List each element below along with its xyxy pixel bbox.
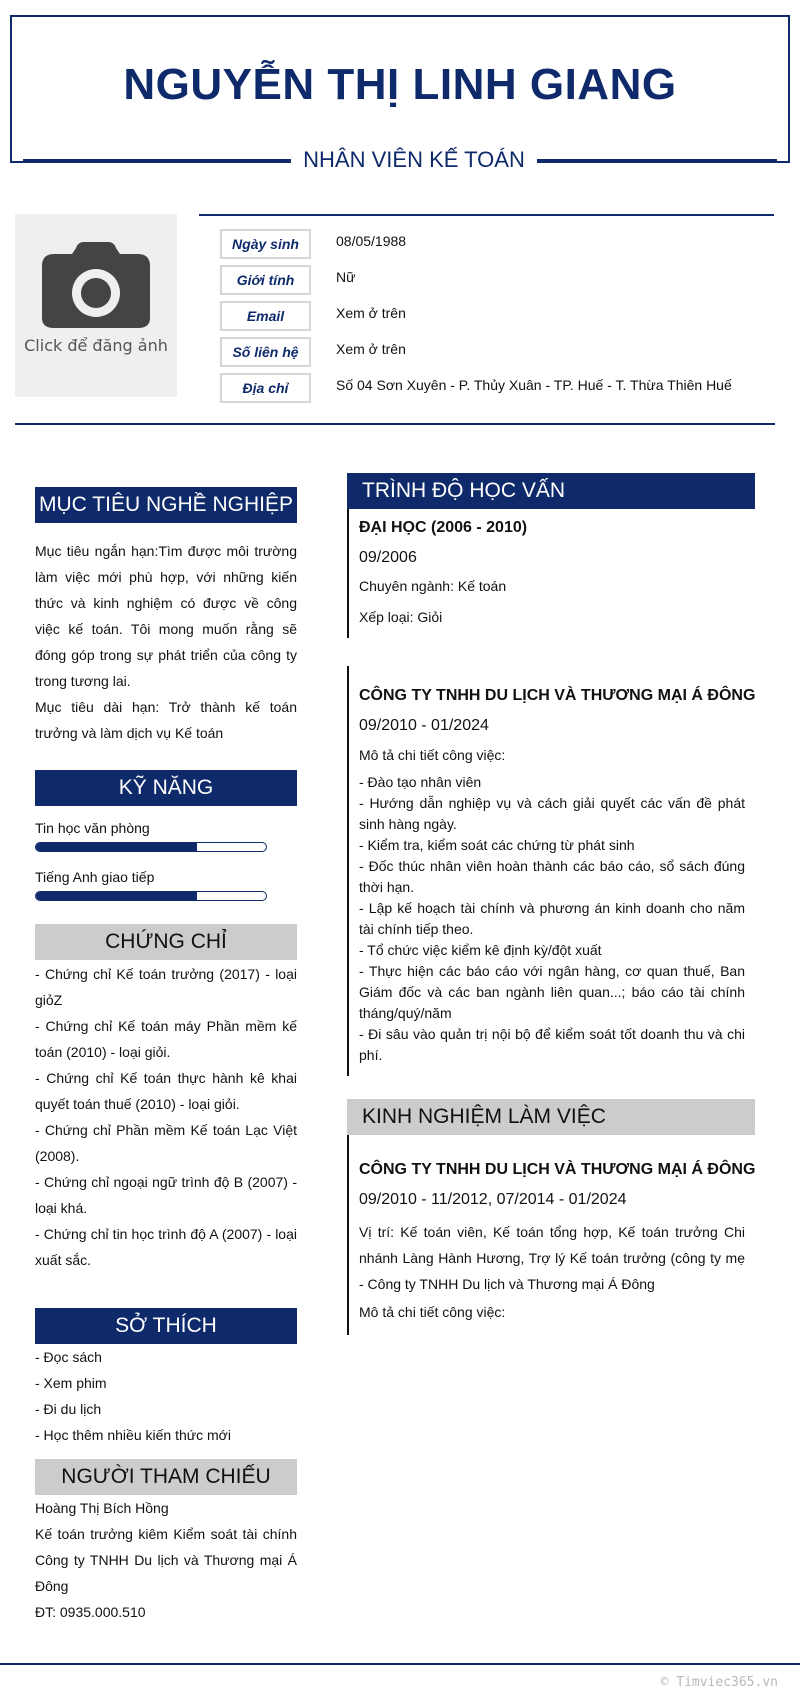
watermark: © Timviec365.vn [660,1675,778,1690]
company-timeline-line [347,666,349,1076]
skill-name: Tin học văn phòng [35,820,150,836]
objective-text: Mục tiêu ngắn hạn:Tìm được môi trường làm việc mới phù hợp, với những kiến thức và kinh nghiệm có được về công việc kế toán. Tôi mong muốn rằng sẽ đóng góp trong sự phát triển của công ty trong tương lai. Mục tiêu dài hạn: Trở thành kế toán trưởng và làm dịch vụ Kế toán [35,543,297,741]
experience-date: 09/2010 - 11/2012, 07/2014 - 01/2024 [359,1191,627,1208]
info-value: Số 04 Sơn Xuyên - P. Thủy Xuân - TP. Huế - T. Thừa Thiên Huế [336,377,732,393]
skill-bar [35,842,267,852]
skills-heading: KỸ NĂNG [35,770,297,806]
photo-caption: Click để đăng ảnh [24,336,168,355]
certificates-heading: CHỨNG CHỈ [35,924,297,960]
info-top-line [199,214,774,216]
education-major: Chuyên ngành: Kế toán [359,578,507,594]
certificates-text: - Chứng chỉ Kế toán trưởng (2017) - loại giỏZ - Chứng chỉ Kế toán máy Phần mềm kế toán (2010) - loại giỏi. - Chứng chỉ Kế toán thực hành kê khai quyết toán thuế (2010) - loại giỏi. - Chứng chỉ Phần mềm Kế toán Lạc Việt (2008). - Chứng chỉ ngoại ngữ trình độ B (2007) - loại khá. - Chứng chỉ tin học trình độ A (2007) - loại xuất sắc. [35,966,297,1268]
skill-bar [35,891,267,901]
job-title-row [10,142,790,178]
info-row-phone [220,337,780,367]
info-label: Địa chỉ [220,373,311,403]
experience-desc-label: Mô tả chi tiết công việc: [359,1304,506,1320]
camera-icon [42,240,150,328]
info-value: Xem ở trên [336,341,406,357]
education-grade: Xếp loại: Giỏi [359,609,443,625]
header-divider [15,423,775,425]
skill-bar-fill [36,892,197,900]
education-school: ĐẠI HỌC (2006 - 2010) [359,519,528,536]
objective-heading: MỤC TIÊU NGHỀ NGHIỆP [35,487,297,523]
title-line-right [537,159,777,161]
info-label: Số liên hệ [220,337,311,367]
education-heading: TRÌNH ĐỘ HỌC VẤN [347,473,755,509]
candidate-name: NGUYỄN THỊ LINH GIANG [123,60,677,109]
info-row-email [220,301,780,331]
info-value: Xem ở trên [336,305,406,321]
skill-name: Tiếng Anh giao tiếp [35,869,155,885]
info-label: Email [220,301,311,331]
info-label: Giới tính [220,265,311,295]
education-date: 09/2006 [359,549,417,566]
hobbies-heading: SỞ THÍCH [35,1308,297,1344]
info-row-address [220,373,780,403]
references-text: Hoàng Thị Bích Hồng Kế toán trưởng kiêm Kiểm soát tài chính Công ty TNHH Du lịch và Thương mại Á Đông ĐT: 0935.000.510 [35,1500,297,1620]
info-label: Ngày sinh [220,229,311,259]
experience-timeline-line [347,1135,349,1335]
experience-company: CÔNG TY TNHH DU LỊCH VÀ THƯƠNG MẠI Á ĐÔNG [359,1161,756,1178]
company-date: 09/2010 - 01/2024 [359,717,489,734]
job-title: NHÂN VIÊN KẾ TOÁN [291,147,537,173]
education-timeline-line [347,509,349,638]
company-name: CÔNG TY TNHH DU LỊCH VÀ THƯƠNG MẠI Á ĐÔNG [359,687,756,704]
company-desc: - Đào tạo nhân viên - Hướng dẫn nghiệp vụ và cách giải quyết các vấn đề phát sinh hàng ngày. - Kiểm tra, kiểm soát các chứng từ phát sinh - Đốc thúc nhân viên hoàn thành các báo cáo, sổ sách đúng thời hạn. - Lập kế hoạch tài chính và phương án kinh doanh cho năm tài chính tiếp theo. - Tổ chức việc kiểm kê định kỳ/đột xuất - Thực hiện các báo cáo với ngân hàng, cơ quan thuế, Ban Giám đốc và các ban ngành liên quan...; báo cáo tài chính tháng/quý/năm - Đi sâu vào quản trị nội bộ để kiểm soát tốt doanh thu và chi phí. [359,774,745,1063]
experience-heading: KINH NGHIỆM LÀM VIỆC [347,1099,755,1135]
company-desc-label: Mô tả chi tiết công việc: [359,747,506,763]
title-line-left [23,159,291,161]
references-heading: NGƯỜI THAM CHIẾU [35,1459,297,1495]
photo-upload[interactable] [15,214,177,397]
hobbies-text: - Đọc sách - Xem phim - Đi du lịch - Học thêm nhiều kiến thức mới [35,1349,231,1443]
info-value: Nữ [336,269,356,285]
info-row-birthday [220,229,780,259]
experience-position: Vị trí: Kế toán viên, Kế toán tổng hợp, Kế toán trưởng Chi nhánh Làng Hành Hương, Trợ lý Kế toán trưởng (công ty mẹ - Công ty TNHH Du lịch và Thương mại Á Đông [359,1224,745,1292]
info-value: 08/05/1988 [336,233,407,249]
skill-bar-fill [36,843,197,851]
footer-line [0,1663,800,1665]
info-row-gender [220,265,780,295]
